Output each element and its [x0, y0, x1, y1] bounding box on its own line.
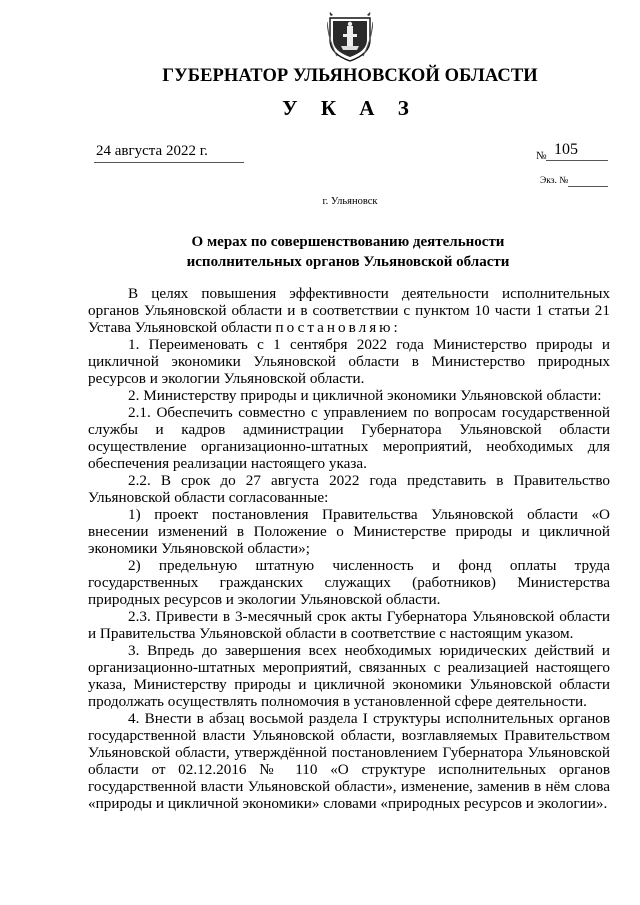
- preamble-text: В целях повышения эффективности деятельности исполнительных органов Ульяновской области и в соответствии с пунктом 10 части 1 статьи 21 Устава Ульяновской области: [88, 285, 610, 336]
- decree-number: 105: [554, 141, 578, 158]
- number-underline: [546, 160, 608, 161]
- paragraph-4: 4. Внести в абзац восьмой раздела I структуры исполнительных органов государственной власти Ульяновской области, возглавляемых Правительством Ульяновской области, утверждённой постановлением Губернатора Ульяновской области от 02.12.2016 № 110 «О структуре исполнительных органов государственной власти Ульяновской области», изменение, заменив в нём слова «природы и цикличной экономики» словами «природных ресурсов и экологии».: [88, 710, 610, 812]
- paragraph-3: 3. Впредь до завершения всех необходимых юридических действий и организационно-штатных мероприятий, связанных с реализацией настоящего указа, Министерству природы и цикличной экономики Ульяновской области продолжать осуществлять полномочия в установленной сфере деятельности.: [88, 642, 610, 710]
- decree-date: 24 августа 2022 г.: [96, 143, 208, 159]
- city: г. Ульяновск: [322, 196, 378, 207]
- preamble: [88, 285, 610, 336]
- heading-line-2: исполнительных органов Ульяновской области: [186, 254, 510, 270]
- paragraph-2-2: 2.2. В срок до 27 августа 2022 года представить в Правительство Ульяновской области согласованные:: [88, 472, 610, 506]
- paragraph-2-3: 2.3. Привести в 3-месячный срок акты Губернатора Ульяновской области и Правительства Ульяновской области в соответствие с настоящим указом.: [88, 608, 610, 642]
- document-type: У К А З: [282, 96, 418, 120]
- preamble-colon: :: [393, 319, 398, 336]
- decree-heading: [88, 232, 608, 272]
- paragraph-2-2-item-1: 1) проект постановления Правительства Ульяновской области «О внесении изменений в Положение о Министерстве природы и цикличной экономики Ульяновской области»;: [88, 506, 610, 557]
- coat-of-arms-emblem: [327, 12, 373, 62]
- number-sign: №: [536, 150, 547, 162]
- heading-line-1: О мерах по совершенствованию деятельности: [191, 234, 505, 250]
- date-underline: [94, 162, 244, 163]
- authority-title: ГУБЕРНАТОР УЛЬЯНОВСКОЙ ОБЛАСТИ: [162, 66, 538, 86]
- copy-number-label: Экз. №: [540, 176, 569, 186]
- paragraph-2-1: 2.1. Обеспечить совместно с управлением по вопросам государственной службы и кадров администрации Губернатора Ульяновской области осуществление организационно-штатных мероприятий, необходимых для обеспечения реализации настоящего указа.: [88, 404, 610, 472]
- paragraph-1: 1. Переименовать с 1 сентября 2022 года Министерство природы и цикличной экономики Ульяновской области в Министерство природных ресурсов и экологии Ульяновской области.: [88, 336, 610, 387]
- decree-body: [88, 285, 610, 812]
- paragraph-2: 2. Министерству природы и цикличной экономики Ульяновской области:: [128, 387, 602, 404]
- paragraph-2-2-item-2: 2) предельную штатную численность и фонд оплаты труда государственных гражданских служащих (работников) Министерства природных ресурсов и экологии Ульяновской области.: [88, 557, 610, 608]
- copy-number-underline: [568, 186, 608, 187]
- decree-word: постановляю: [275, 319, 394, 336]
